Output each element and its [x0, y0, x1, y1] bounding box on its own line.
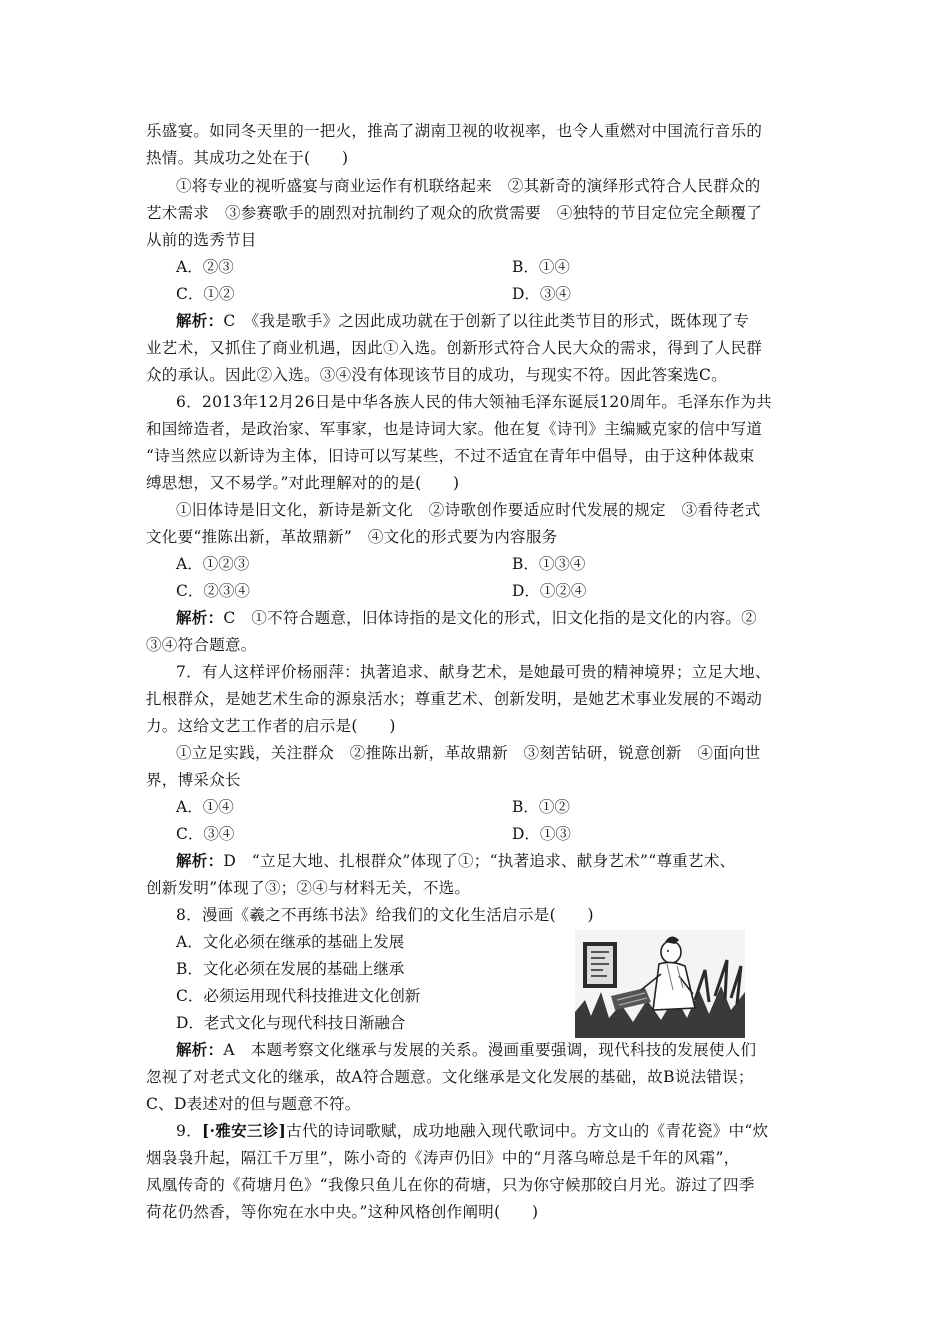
- q8-option-b: B．文化必须在发展的基础上继承: [176, 960, 405, 978]
- q6-statement-line: 文化要“推陈出新，革故鼎新” ④文化的形式要为内容服务: [146, 528, 558, 546]
- q5-statement-line: 从前的选秀节目: [146, 231, 257, 249]
- figure-eye: [667, 950, 669, 952]
- q8-stem: 8．漫画《羲之不再练书法》给我们的文化生活启示是( ): [176, 906, 594, 924]
- q6-option-b: B．①③④: [512, 555, 586, 573]
- q7-option-b: B．①②: [512, 798, 570, 816]
- q6-stem-line: “诗当然应以新诗为主体，旧诗可以写某些，不过不适宜在青年中倡导，由于这种体裁束: [146, 447, 755, 465]
- q7-statement-line: 界，博采众长: [146, 771, 241, 789]
- analysis-label: 解析：: [176, 1041, 224, 1059]
- q6-stem-line: 和国缔造者，是政治家、军事家，也是诗词大家。他在复《诗刊》主编臧克家的信中写道: [146, 420, 763, 438]
- q8-analysis-line: C、D表述对的但与题意不符。: [146, 1095, 361, 1113]
- q8-analysis-line: 忽视了对老式文化的继承，故A符合题意。文化继承是文化发展的基础，故B说法错误；: [146, 1068, 754, 1086]
- q7-analysis-line: [176, 851, 816, 871]
- q7-stem-line: 7．有人这样评价杨丽萍：执著追求、献身艺术，是她最可贵的精神境界；立足大地、: [176, 663, 771, 681]
- q6-analysis-text: C ①不符合题意，旧体诗指的是文化的形式，旧文化指的是文化的内容。②: [223, 609, 757, 627]
- q6-statement-line: ①旧体诗是旧文化，新诗是新文化 ②诗歌创作要适应时代发展的规定 ③看待老式: [176, 501, 761, 519]
- q5-stem-line: 热情。其成功之处在于( ): [146, 149, 349, 167]
- q5-statement-line: ①将专业的视听盛宴与商业运作有机联络起来 ②其新奇的演绎形式符合人民群众的: [176, 177, 761, 195]
- q9-stem-line: 烟袅袅升起，隔江千万里”，陈小奇的《涛声仍旧》中的“月落乌啼总是千年的风霜”，: [146, 1149, 740, 1167]
- q5-statement-line: 艺术需求 ③参赛歌手的剧烈对抗制约了观众的欣赏需要 ④独特的节目定位完全颠覆了: [146, 204, 763, 222]
- q8-analysis-text: A 本题考察文化继承与发展的关系。漫画重要强调，现代科技的发展使人们: [223, 1041, 757, 1059]
- q9-stem-line: [176, 1121, 816, 1141]
- analysis-label: 解析：: [176, 312, 224, 330]
- q7-option-d: D．①③: [512, 825, 571, 843]
- q7-option-a: A．①④: [176, 798, 234, 816]
- q9-stem-line: 荷花仍然香，等你宛在水中央。”这种风格创作阐明( ): [146, 1203, 539, 1221]
- q7-statement-line: ①立足实践，关注群众 ②推陈出新，革故鼎新 ③刻苦钻研，锐意创新 ④面向世: [176, 744, 761, 762]
- analysis-label: 解析：: [176, 609, 224, 627]
- q6-option-d: D．①②④: [512, 582, 587, 600]
- q9-number: 9．: [176, 1122, 202, 1140]
- q7-stem-line: 扎根群众，是她艺术生命的源泉活水；尊重艺术、创新发明，是她艺术事业发展的不竭动: [146, 690, 763, 708]
- q9-stem-line: 凤凰传奇的《荷塘月色》“我像只鱼儿在你的荷塘，只为你守候那皎白月光。游过了四季: [146, 1176, 755, 1194]
- q5-option-c: C．①②: [176, 285, 235, 303]
- q6-option-c: C．②③④: [176, 582, 250, 600]
- q5-option-a: A．②③: [176, 258, 234, 276]
- q8-option-c: C．必须运用现代科技推进文化创新: [176, 987, 421, 1005]
- q8-analysis-line: [176, 1040, 816, 1060]
- figure-head: [661, 941, 681, 963]
- q5-option-b: B．①④: [512, 258, 570, 276]
- q7-analysis-text: D “立足大地、扎根群众”体现了①；“执著追求、献身艺术”“尊重艺术、: [223, 852, 736, 870]
- q8-option-a: A．文化必须在继承的基础上发展: [176, 933, 405, 951]
- analysis-label: 解析：: [176, 852, 224, 870]
- q5-analysis-text: C 《我是歌手》之因此成功就在于创新了以往此类节目的形式，既体现了专: [223, 312, 750, 330]
- q5-option-d: D．③④: [512, 285, 571, 303]
- q5-analysis-line: 众的承认。因此②入选。③④没有体现该节目的成功，与现实不符。因此答案选C。: [146, 366, 727, 384]
- q5-analysis-line: 业艺术，又抓住了商业机遇，因此①入选。创新形式符合人民大众的需求，得到了人民群: [146, 339, 763, 357]
- q6-option-a: A．①②③: [176, 555, 250, 573]
- q9-stem-text: 古代的诗词歌赋，成功地融入现代歌词中。方文山的《青花瓷》中“炊: [286, 1122, 769, 1140]
- q7-option-c: C．③④: [176, 825, 235, 843]
- q7-stem-line: 力。这给文艺工作者的启示是( ): [146, 717, 396, 735]
- q8-option-d: D．老式文化与现代科技日渐融合: [176, 1014, 406, 1032]
- q6-stem-line: 6．2013年12月26日是中华各族人民的伟大领袖毛泽东诞辰120周年。毛泽东作为共: [176, 393, 772, 411]
- q5-stem-line: 乐盛宴。如同冬天里的一把火，推高了湖南卫视的收视率，也令人重燃对中国流行音乐的: [146, 122, 763, 140]
- q7-analysis-line: 创新发明”体现了③；②④与材料无关，不选。: [146, 879, 471, 897]
- q6-stem-line: 缚思想，又不易学。”对此理解对的的是( ): [146, 474, 460, 492]
- cartoon-image: [575, 930, 745, 1038]
- q6-analysis-line: ③④符合题意。: [146, 636, 257, 654]
- q6-analysis-line: [176, 608, 816, 628]
- q5-analysis-line: [176, 311, 816, 331]
- q9-source: [·雅安三诊]: [201, 1121, 287, 1140]
